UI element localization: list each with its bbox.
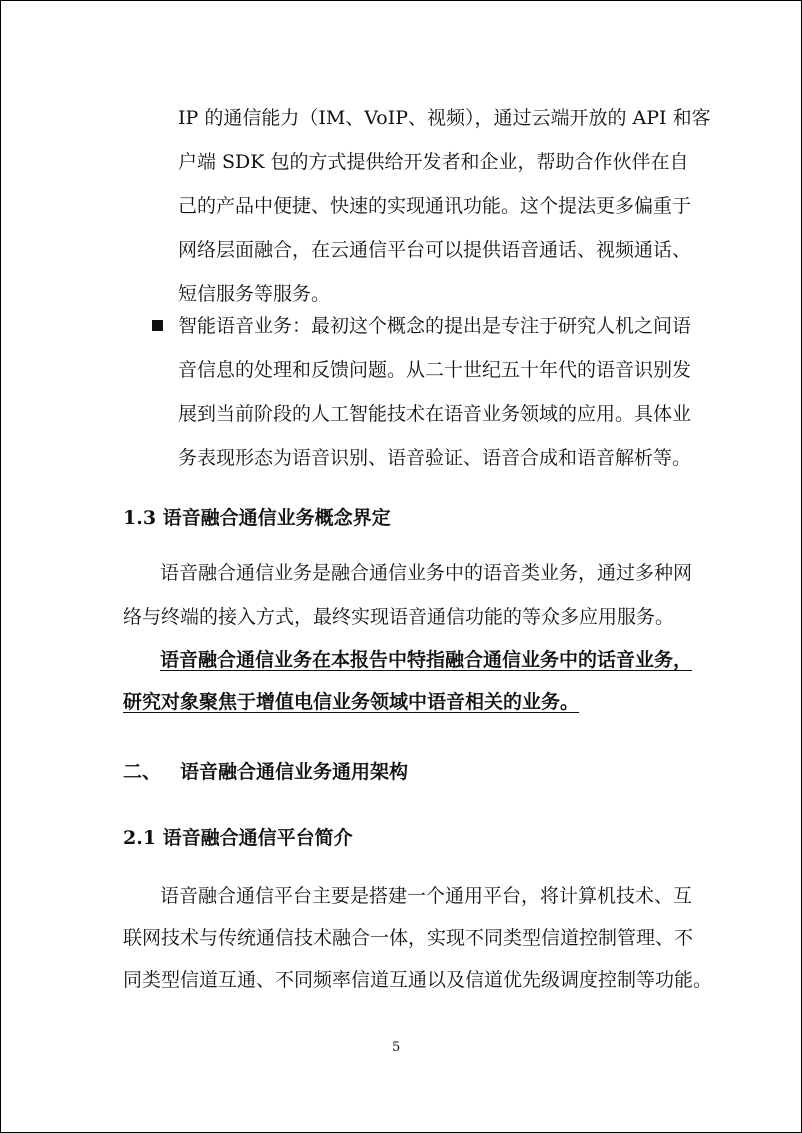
paragraph-line: IP 的通信能力（IM、VoIP、视频），通过云端开放的 API 和客 bbox=[178, 107, 711, 129]
paragraph-line: 同类型信道互通、不同频率信道互通以及信道优先级调度控制等功能。 bbox=[123, 969, 713, 991]
paragraph-line: 网络层面融合，在云通信平台可以提供语音通话、视频通话、 bbox=[178, 239, 692, 261]
paragraph-line: 语音融合通信平台主要是搭建一个通用平台，将计算机技术、互 bbox=[160, 885, 693, 907]
square-bullet-icon bbox=[152, 320, 163, 331]
section-heading-1-3: 1.3 语音融合通信业务概念界定 bbox=[123, 507, 391, 529]
bullet-line: 智能语音业务：最初这个概念的提出是专注于研究人机之间语 bbox=[178, 315, 692, 337]
bullet-line: 音信息的处理和反馈问题。从二十世纪五十年代的语音识别发 bbox=[178, 359, 692, 381]
paragraph-line: 户端 SDK 包的方式提供给开发者和企业，帮助合作伙伴在自 bbox=[178, 151, 689, 173]
paragraph-line: 络与终端的接入方式，最终实现语音通信功能的等众多应用服务。 bbox=[123, 606, 675, 628]
emphasis-line: 研究对象聚焦于增值电信业务领域中语音相关的业务。 bbox=[123, 691, 580, 713]
emphasis-line: 语音融合通信业务在本报告中特指融合通信业务中的话音业务， bbox=[160, 649, 693, 671]
chapter-number: 二、 bbox=[123, 761, 162, 783]
paragraph-line: 短信服务等服务。 bbox=[178, 283, 331, 305]
paragraph-line: 语音融合通信业务是融合通信业务中的语音类业务，通过多种网 bbox=[160, 562, 693, 584]
page-number: 5 bbox=[392, 1040, 401, 1055]
chapter-heading: 语音融合通信业务通用架构 bbox=[180, 761, 409, 783]
section-heading-2-1: 2.1 语音融合通信平台简介 bbox=[123, 827, 353, 849]
bullet-line: 务表现形态为语音识别、语音验证、语音合成和语音解析等。 bbox=[178, 447, 692, 469]
bullet-line: 展到当前阶段的人工智能技术在语音业务领域的应用。具体业 bbox=[178, 403, 692, 425]
paragraph-line: 联网技术与传统通信技术融合一体，实现不同类型信道控制管理、不 bbox=[123, 927, 694, 949]
paragraph-line: 己的产品中便捷、快速的实现通讯功能。这个提法更多偏重于 bbox=[178, 195, 692, 217]
